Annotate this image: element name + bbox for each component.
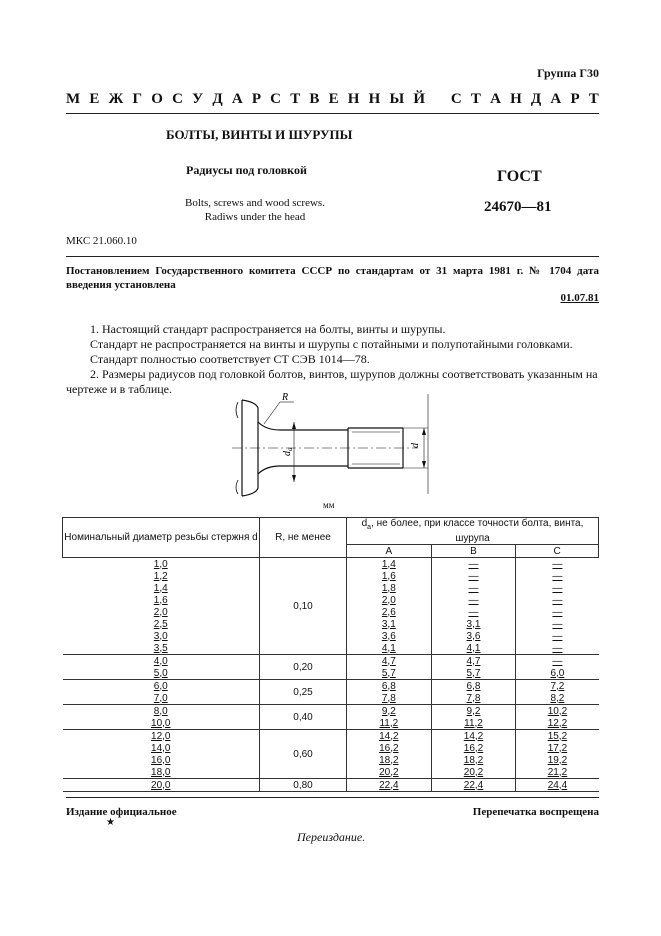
cell-class-a: 3,1 <box>381 618 396 630</box>
mks-divider <box>66 256 599 257</box>
cell-class-c: 17,2 <box>516 742 599 754</box>
cell-class-a: 16,2 <box>379 742 399 754</box>
cell-class-a: 3,6 <box>381 630 396 642</box>
cell-r: 0,80 <box>260 779 347 792</box>
cell-class-b: 18,2 <box>431 754 516 766</box>
paragraph-3: Стандарт полностью соответствует СТ СЭВ 1014—78. <box>90 352 370 366</box>
standard-title-letter: Ж <box>108 91 124 107</box>
cell-class-c: 10,2 <box>516 705 599 718</box>
cell-diameter: 14,0 <box>151 742 171 754</box>
cell-class-b: 9,2 <box>431 705 516 718</box>
table-row <box>63 779 599 792</box>
radius-table <box>62 517 599 792</box>
decree-text: Постановлением Государственного комитета СССР по стандартам от 31 марта 1981 г. № 1704 дата введения установлена <box>66 265 599 291</box>
cell-class-a: 5,7 <box>347 667 432 680</box>
cell-class-c: 21,2 <box>516 766 599 779</box>
header-class-c: C <box>516 545 599 558</box>
cell-class-b: 11,2 <box>431 717 516 730</box>
cell-r: 0,20 <box>260 655 347 680</box>
cell-diameter: 18,0 <box>63 766 260 779</box>
standard-title-letter: Е <box>328 91 339 107</box>
english-title <box>160 196 350 224</box>
standard-title-letter: Н <box>347 91 360 107</box>
cell-class-c: 6,0 <box>516 667 599 680</box>
standard-title <box>66 91 599 108</box>
cell-diameter: 1,0 <box>153 558 168 570</box>
cell-class-a: 9,2 <box>381 705 396 717</box>
d-arrow-bottom <box>422 461 426 468</box>
label-da <box>282 447 294 456</box>
header-da-sub: a <box>367 524 372 531</box>
table-row <box>63 558 599 571</box>
cell-class-b: 5,7 <box>431 667 516 680</box>
standard-title-letter: С <box>172 91 183 107</box>
header-class-a: A <box>347 545 432 558</box>
header-diameter <box>63 518 260 558</box>
standard-title-letter: Р <box>251 91 261 107</box>
cell-class-b: 20,2 <box>431 766 516 779</box>
standard-title-letter: Т <box>290 91 301 107</box>
cell-class-c: — <box>516 582 599 594</box>
cell-class-c: 12,2 <box>516 717 599 730</box>
cell-diameter: 20,0 <box>63 779 260 792</box>
standard-title-letter: С <box>450 91 462 107</box>
cell-diameter: 4,0 <box>153 655 168 667</box>
effective-date: 01.07.81 <box>560 292 599 304</box>
standard-title-letter: Й <box>413 91 426 107</box>
cell-diameter: 2,5 <box>153 618 168 630</box>
cell-class-b: — <box>431 594 516 606</box>
paragraph-2: Стандарт не распространяется на винты и шурупы с потайными и полупотайными головками. <box>90 337 573 351</box>
header-class-b: B <box>431 545 516 558</box>
mks-code: МКС 21.060.10 <box>66 235 137 247</box>
fillet-top <box>258 422 280 430</box>
reprint-forbidden: Перепечатка воспрещена <box>472 806 599 818</box>
standard-title-letter: В <box>309 91 320 107</box>
paragraph-4: 2. Размеры радиусов под головкой болтов, винтов, шурупов должны соответствовать указанным на чертеже и в таблице. <box>66 367 598 396</box>
cell-class-b: 6,8 <box>431 680 516 693</box>
english-title-line1: Bolts, screws and wood screws. <box>185 197 325 209</box>
table-header-row <box>63 518 599 545</box>
header-da-prefix: d <box>361 518 368 529</box>
table-row <box>63 655 599 668</box>
cell-class-b: — <box>431 570 516 582</box>
standard-title-letter: У <box>192 91 204 107</box>
standard-title-gap <box>434 91 442 108</box>
footer-divider <box>66 797 599 798</box>
cell-class-b: 16,2 <box>431 742 516 754</box>
english-title-line2: Radiws under the head <box>204 211 306 223</box>
cell-class-a: 11,2 <box>347 717 432 730</box>
cell-class-a: 4,7 <box>381 655 396 667</box>
da-arrow-top <box>292 422 296 429</box>
cell-class-a: 22,4 <box>347 779 432 792</box>
cell-class-c: — <box>516 594 599 606</box>
cell-diameter: 6,0 <box>153 680 168 692</box>
cell-class-b: 14,2 <box>431 730 516 743</box>
cell-class-c: — <box>516 630 599 642</box>
paragraph-1: 1. Настоящий стандарт распространяется на болты, винты и шурупы. <box>90 322 446 336</box>
header-divider <box>66 113 599 114</box>
header-r-text: R, не менее <box>275 532 331 543</box>
cell-class-a: 1,8 <box>381 582 396 594</box>
standard-title-letter: Г <box>132 91 143 107</box>
cell-class-a: 1,4 <box>381 558 396 570</box>
cell-r: 0,25 <box>260 680 347 705</box>
cell-class-b: — <box>431 582 516 594</box>
header-r <box>260 518 347 558</box>
cell-class-b: 22,4 <box>431 779 516 792</box>
cell-class-b: — <box>431 558 516 571</box>
cell-diameter: 8,0 <box>153 705 168 717</box>
cell-class-c: — <box>516 558 599 571</box>
standard-title-letter: Н <box>510 91 522 107</box>
cell-diameter: 2,0 <box>153 606 168 618</box>
cell-class-b: 4,7 <box>431 655 516 668</box>
cell-r: 0,10 <box>260 558 347 655</box>
standard-title-letter: М <box>66 91 81 107</box>
cell-diameter: 16,0 <box>151 754 171 766</box>
cell-class-a: 20,2 <box>347 766 432 779</box>
cell-diameter: 3,0 <box>153 630 168 642</box>
standard-title-letter: Т <box>470 91 481 107</box>
standard-title-letter: Т <box>588 91 599 107</box>
table-row <box>63 705 599 718</box>
cell-diameter: 12,0 <box>151 730 171 742</box>
unit-label: мм <box>323 500 335 510</box>
standard-title-letter: С <box>270 91 282 107</box>
r-leader <box>264 402 280 424</box>
da-arrow-bottom <box>292 475 296 482</box>
cell-class-a: 1,6 <box>381 570 396 582</box>
cell-class-c: 19,2 <box>516 754 599 766</box>
fillet-bottom <box>258 466 280 474</box>
cell-class-c: — <box>516 642 599 655</box>
cell-diameter: 5,0 <box>63 667 260 680</box>
cell-class-a: 4,1 <box>347 642 432 655</box>
label-da-main: d <box>282 451 293 456</box>
label-r: R <box>282 392 289 403</box>
label-d: d <box>410 443 421 448</box>
cell-diameter: 10,0 <box>63 717 260 730</box>
cell-class-c: — <box>516 606 599 618</box>
cell-class-a: 7,8 <box>347 692 432 705</box>
standard-title-letter: Д <box>530 91 542 107</box>
reissue-note: Переиздание. <box>297 830 366 844</box>
document-subtitle: Радиусы под головкой <box>186 163 307 177</box>
cell-class-c: 8,2 <box>516 692 599 705</box>
gost-label: ГОСТ <box>497 168 542 185</box>
document-title: БОЛТЫ, ВИНТЫ И ШУРУПЫ <box>166 127 353 142</box>
standard-title-letter: А <box>550 91 562 107</box>
table-row <box>63 730 599 743</box>
cell-class-a: 18,2 <box>379 754 399 766</box>
cell-class-b: — <box>431 606 516 618</box>
cell-class-a: 2,6 <box>381 606 396 618</box>
cell-diameter: 3,5 <box>63 642 260 655</box>
cell-class-a: 14,2 <box>379 730 399 742</box>
standard-title-letter: О <box>151 91 163 107</box>
standard-title-letter: Е <box>89 91 100 107</box>
standard-title-letter: Р <box>570 91 580 107</box>
cell-class-c: 7,2 <box>516 680 599 693</box>
standard-title-letter: А <box>490 91 501 107</box>
cell-class-b: 7,8 <box>431 692 516 705</box>
header-diameter-text: Номинальный диаметр резьбы стержня d <box>64 532 258 543</box>
cell-class-c: 24,4 <box>516 779 599 792</box>
standard-title-letter: Н <box>368 91 381 107</box>
cell-class-c: — <box>516 618 599 630</box>
header-da <box>347 518 599 545</box>
group-code: Группа Г30 <box>537 66 599 80</box>
gost-number: 24670—81 <box>484 199 552 215</box>
cell-class-a: 6,8 <box>381 680 396 692</box>
break-line-top <box>236 402 238 418</box>
cell-class-c: — <box>516 655 599 668</box>
official-edition: Издание официальное <box>66 806 177 818</box>
break-line-bottom <box>236 480 238 494</box>
cell-diameter: 7,0 <box>63 692 260 705</box>
cell-class-b: 3,6 <box>431 630 516 642</box>
cell-class-c: — <box>516 570 599 582</box>
bolt-drawing <box>228 390 438 500</box>
label-da-sub: a <box>286 447 294 451</box>
star-icon: ★ <box>106 817 115 828</box>
cell-diameter: 1,6 <box>153 594 168 606</box>
cell-class-c: 15,2 <box>516 730 599 743</box>
cell-class-a: 2,0 <box>381 594 396 606</box>
standard-title-letter: Д <box>212 91 223 107</box>
cell-class-b: 3,1 <box>431 618 516 630</box>
cell-r: 0,60 <box>260 730 347 779</box>
table-row <box>63 680 599 693</box>
cell-diameter: 1,2 <box>153 570 168 582</box>
header-da-rest: , не более, при классе точности болта, винта, шурупа <box>371 518 584 544</box>
d-arrow-top <box>422 428 426 435</box>
cell-class-b: 4,1 <box>431 642 516 655</box>
cell-r: 0,40 <box>260 705 347 730</box>
standard-title-letter: А <box>231 91 243 107</box>
cell-diameter: 1,4 <box>153 582 168 594</box>
standard-title-letter: Ы <box>389 91 405 107</box>
